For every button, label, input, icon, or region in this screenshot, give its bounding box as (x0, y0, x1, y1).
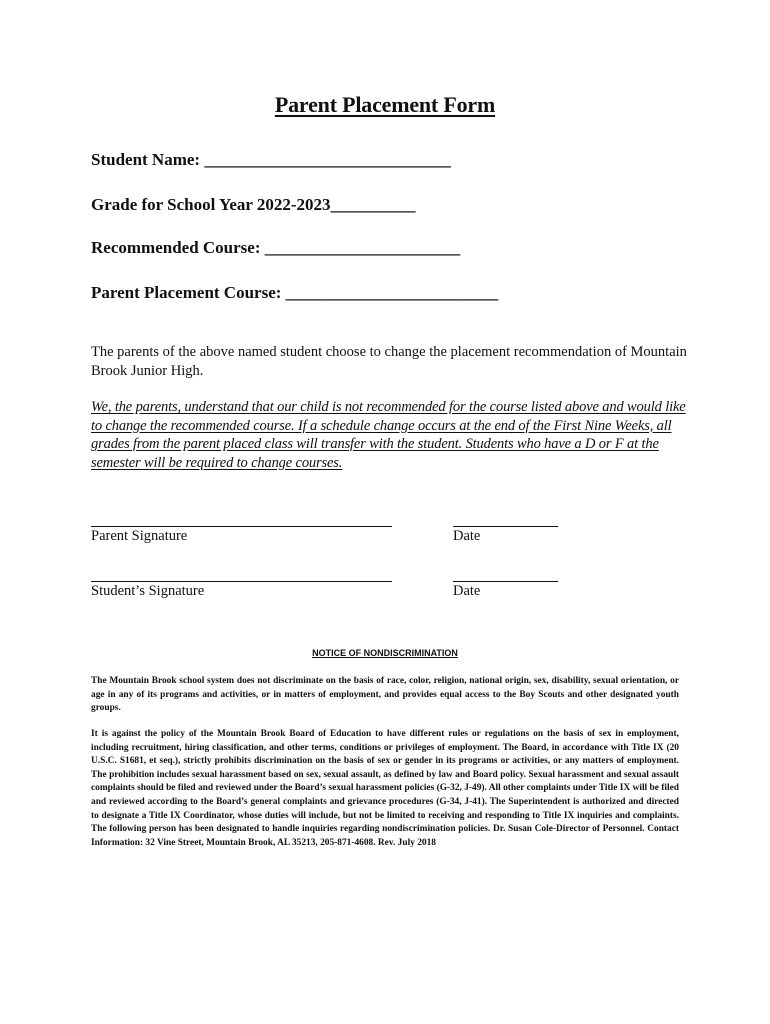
form-title: Parent Placement Form (274, 92, 496, 117)
parent-placement-course-field: Parent Placement Course: _________________________ (91, 283, 499, 302)
parent-date-line (453, 526, 558, 527)
parent-signature-line (91, 526, 392, 527)
notice-paragraph-1: The Mountain Brook school system does not discriminate on the basis of race, color, religion, national origin, sex, disability, sexual orientation, or age in any of its programs and activities, or in matters of employment, and provides equal access to the Boy Scouts and other designated youth groups. (91, 676, 679, 714)
parent-signature-label: Parent Signature (91, 528, 188, 544)
student-signature-line (91, 581, 392, 582)
grade-field: Grade for School Year 2022-2023__________ (91, 195, 416, 214)
student-signature-label: Student’s Signature (91, 583, 205, 599)
student-name-field: Student Name: _____________________________ (91, 150, 451, 169)
notice-paragraph-2: It is against the policy of the Mountain Brook Board of Education to have different rules or regulations on the basis of sex in employment, including recruitment, hiring classification, and other terms, conditions or privileges of employment. The Board, in accordance with Title IX (20 U.S.C. S1681, et seq.), strictly prohibits discrimination on the basis of sex or gender in its programs or activities, or any matters of employment. The prohibition includes sexual harassment based on sex, sexual assault, as defined by law and Board policy. Sexual harassment and sexual assault complaints should be filed and reviewed under the Board’s sexual harassment policies (G-32, J-49). All other complaints under Title IX will be filed and reviewed according to the Board’s general complaints and grievance procedures (G-34, J-41). The Superintendent is authorized and directed to designate a Title IX Coordinator, whose duties will include, but not be limited to receiving and responding to Title IX inquiries and complaints. The following person has been designated to handle inquiries regarding nondiscrimination policies. Dr. Susan Cole-Director of Personnel. Contact Information: 32 Vine Street, Mountain Brook, AL 35213, 205-871-4608. Rev. July 2018 (91, 729, 679, 848)
placement-statement: The parents of the above named student choose to change the placement recommendation of Mountain Brook Junior High. (91, 344, 687, 379)
recommended-course-field: Recommended Course: _______________________ (91, 238, 461, 257)
parent-date-label: Date (453, 528, 481, 544)
parent-understanding-statement: We, the parents, understand that our child is not recommended for the course listed above and would like to change the recommended course. If a schedule change occurs at the end of the First Nine Weeks, all grades from the parent placed class will transfer with the student. Students who have a D or F at the semester will be required to change courses. (91, 399, 686, 471)
student-date-line (453, 581, 558, 582)
notice-title: NOTICE OF NONDISCRIMINATION (312, 648, 458, 658)
student-date-label: Date (453, 583, 481, 599)
